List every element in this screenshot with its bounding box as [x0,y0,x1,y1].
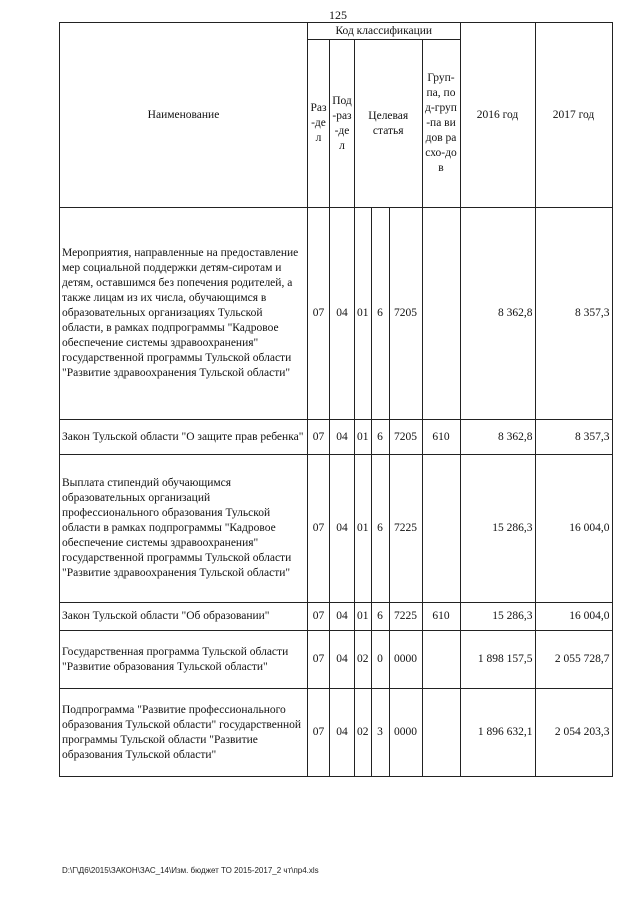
row-section: 07 [308,603,330,631]
row-value-2017: 16 004,0 [535,603,612,631]
row-name: Подпрограмма "Развитие профессионального образования Тульской области" государственной программы Тульской области "Развитие образования Тульской области" [60,689,308,777]
row-value-2016: 15 286,3 [460,603,535,631]
row-article-direction: 7225 [389,455,422,603]
row-expense-group: 610 [422,603,460,631]
header-expense-group: Груп-па, под-груп-па видов расхо-дов [422,40,460,208]
row-section: 07 [308,631,330,689]
table-row [60,689,613,777]
row-article-program: 01 [355,455,372,603]
header-section: Раз-дел [308,40,330,208]
row-value-2016: 8 362,8 [460,420,535,455]
row-section: 07 [308,689,330,777]
row-value-2017: 2 055 728,7 [535,631,612,689]
table-row [60,603,613,631]
header-code-group: Код классификации [308,23,461,40]
row-value-2017: 8 357,3 [535,420,612,455]
row-article-program: 01 [355,208,372,420]
row-article-program: 01 [355,603,372,631]
row-article-subprogram: 0 [371,631,389,689]
row-expense-group: 610 [422,420,460,455]
header-target-article: Целевая статья [355,40,423,208]
row-subsection: 04 [330,631,355,689]
row-value-2016: 8 362,8 [460,208,535,420]
table-row [60,208,613,420]
row-article-direction: 7225 [389,603,422,631]
row-subsection: 04 [330,603,355,631]
row-article-program: 02 [355,631,372,689]
row-article-program: 01 [355,420,372,455]
header-subsection: Под-раз-дел [330,40,355,208]
row-name: Выплата стипендий обучающимся образовательных организаций профессионального образования Тульской области в рамках подпрограммы "Кадровое обеспечение системы здравоохранения" государственной программы Тульской области "Развитие здравоохранения Тульской области" [60,455,308,603]
row-article-subprogram: 3 [371,689,389,777]
row-value-2017: 8 357,3 [535,208,612,420]
row-name: Закон Тульской области "О защите прав ребенка" [60,420,308,455]
table-row [60,455,613,603]
row-article-direction: 0000 [389,631,422,689]
row-article-direction: 7205 [389,208,422,420]
page-number: 125 [329,8,347,22]
row-section: 07 [308,455,330,603]
row-value-2016: 1 898 157,5 [460,631,535,689]
footer-file-path: D:\Г\Д6\2015\ЗАКОН\ЗАС_14\Изм. бюджет ТО 2015-2017_2 чт\пр4.xls [62,866,319,875]
row-value-2017: 16 004,0 [535,455,612,603]
header-year-2017: 2017 год [535,23,612,208]
header-year-2016: 2016 год [460,23,535,208]
row-expense-group [422,455,460,603]
row-article-subprogram: 6 [371,455,389,603]
row-subsection: 04 [330,420,355,455]
header-name: Наименование [60,23,308,208]
row-name: Закон Тульской области "Об образовании" [60,603,308,631]
row-value-2017: 2 054 203,3 [535,689,612,777]
row-expense-group [422,689,460,777]
row-article-subprogram: 6 [371,603,389,631]
row-article-subprogram: 6 [371,420,389,455]
row-value-2016: 15 286,3 [460,455,535,603]
row-expense-group [422,631,460,689]
row-article-direction: 0000 [389,689,422,777]
row-value-2016: 1 896 632,1 [460,689,535,777]
row-subsection: 04 [330,208,355,420]
row-article-program: 02 [355,689,372,777]
table-row [60,631,613,689]
row-expense-group [422,208,460,420]
table-row [60,420,613,455]
row-name: Мероприятия, направленные на предоставление мер социальной поддержки детям-сиротам и детям, оставшимся без попечения родителей, а также лицам из их числа, обучающимся в образовательных организациях Тульской области, в рамках подпрограммы "Кадровое обеспечение системы здравоохранения" государственной программы Тульской области "Развитие здравоохранения Тульской области" [60,208,308,420]
row-section: 07 [308,208,330,420]
row-section: 07 [308,420,330,455]
row-subsection: 04 [330,455,355,603]
row-article-direction: 7205 [389,420,422,455]
row-name: Государственная программа Тульской области "Развитие образования Тульской области" [60,631,308,689]
row-subsection: 04 [330,689,355,777]
budget-table [59,22,613,777]
row-article-subprogram: 6 [371,208,389,420]
